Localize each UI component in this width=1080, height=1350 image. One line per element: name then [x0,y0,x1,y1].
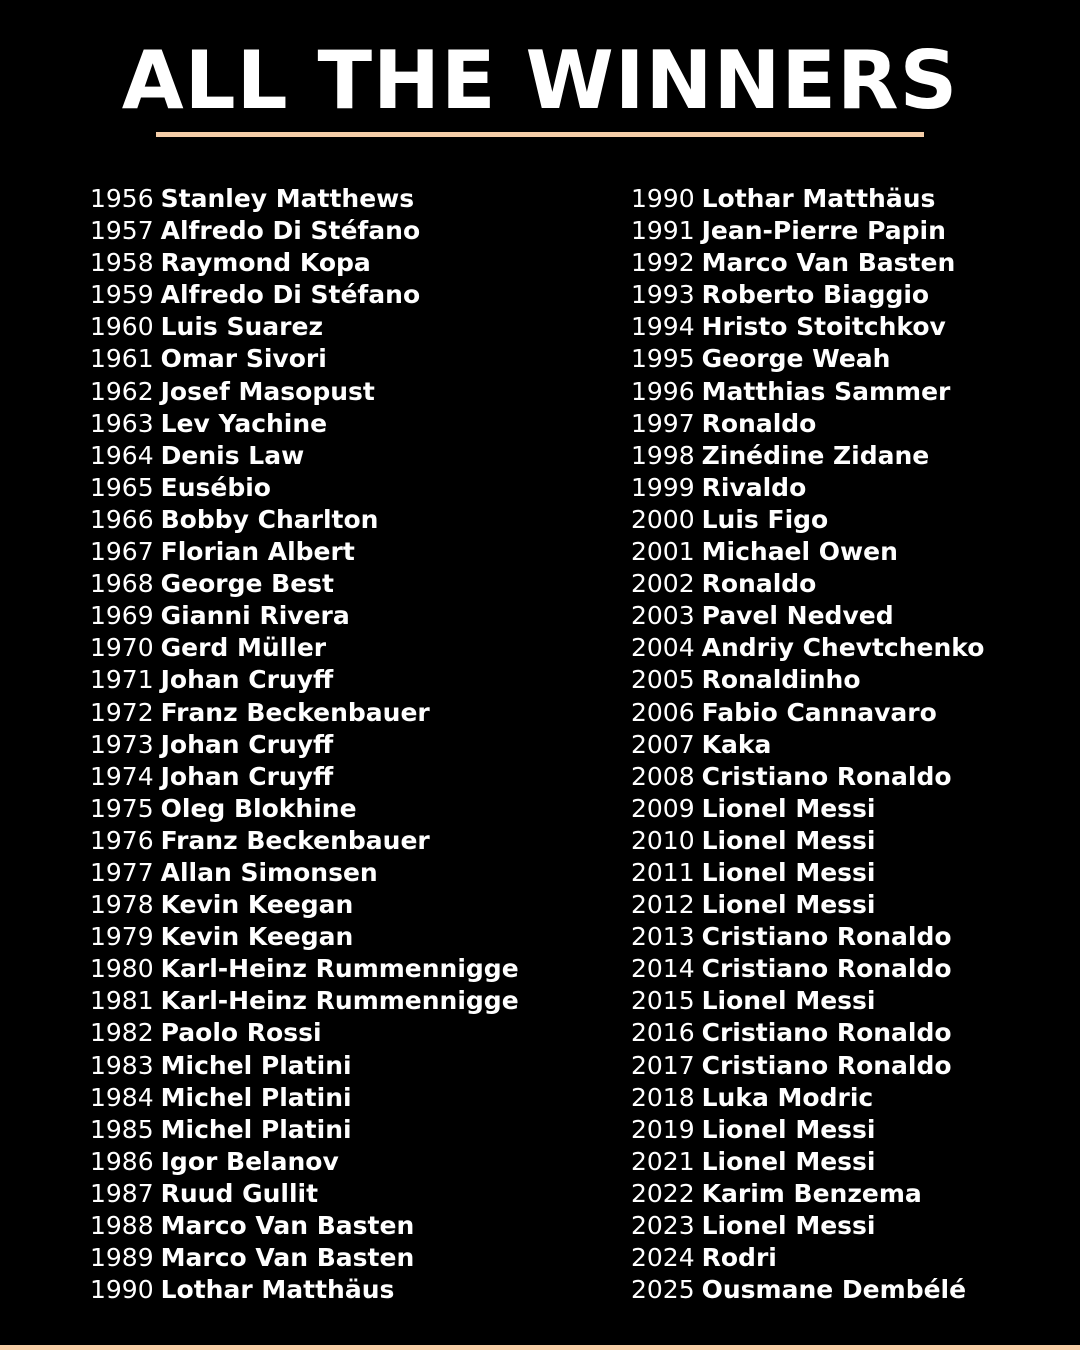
winner-row [631,568,1071,600]
winner-row [631,1242,1071,1274]
winner-year: 2025 [631,1275,695,1305]
winner-row [90,568,610,600]
winner-row [631,504,1071,536]
winner-name: Lionel Messi [701,793,876,823]
winner-year: 1994 [631,312,695,342]
winner-row [631,825,1071,857]
winner-name: Lionel Messi [701,1146,876,1176]
winner-year: 1985 [90,1114,154,1144]
winner-row [90,311,610,343]
winner-name: Marco Van Basten [160,1211,415,1240]
winner-name: Roberto Biaggio [701,280,930,310]
winner-name: Matthias Sammer [701,376,951,406]
winner-row [631,279,1071,311]
winner-year: 2019 [631,1114,695,1144]
winner-row [631,1178,1071,1210]
winner-row [90,953,610,985]
winner-year: 1999 [631,472,695,502]
winner-year: 1987 [90,1178,154,1208]
winner-name: Cristiano Ronaldo [701,954,952,984]
winner-name: Lionel Messi [701,1114,876,1144]
winner-year: 1991 [631,216,695,246]
winner-year: 2007 [631,729,695,759]
winner-name: Zinédine Zidane [701,440,930,470]
winner-row [90,1242,610,1274]
winner-year: 1990 [90,1275,154,1305]
winner-name: Luis Suarez [160,312,324,342]
winner-row [90,697,610,729]
winner-row [90,1210,610,1242]
winner-name: Kevin Keegan [160,890,354,920]
winner-row [90,1178,610,1210]
winner-year: 1963 [90,408,154,438]
winner-year: 1971 [90,665,154,695]
winner-name: Denis Law [160,440,305,470]
winner-year: 2014 [631,954,695,984]
winner-year: 1968 [90,569,154,599]
winner-name: Ronaldinho [701,665,861,695]
winner-year: 2002 [631,569,695,599]
winner-row [631,408,1071,440]
winner-year: 1959 [90,280,154,310]
winner-year: 1972 [90,697,154,727]
winner-row [90,215,610,247]
winner-name: Ronaldo [701,569,817,599]
winner-year: 2003 [631,601,695,631]
winner-name: Franz Beckenbauer [160,697,430,727]
winner-name: Lionel Messi [701,857,876,887]
winner-year: 1956 [90,184,154,213]
winner-year: 1965 [90,472,154,502]
winner-row [631,1146,1071,1178]
winner-name: Johan Cruyff [160,665,334,695]
winner-name: Rodri [701,1243,777,1273]
winner-year: 2008 [631,761,695,791]
winner-row [631,343,1071,375]
winner-year: 2021 [631,1146,695,1176]
winner-row [631,440,1071,472]
winner-row [631,247,1071,279]
page-title: ALL THE WINNERS [121,34,959,127]
winner-row [631,1274,1071,1306]
winner-year: 1996 [631,376,695,406]
winner-row [90,504,610,536]
winner-row [631,215,1071,247]
winner-row [631,376,1071,408]
winner-name: Josef Masopust [160,376,375,406]
winner-name: Allan Simonsen [160,857,378,887]
winner-name: Eusébio [160,472,271,502]
winner-year: 1961 [90,344,154,374]
winner-year: 1998 [631,440,695,470]
winner-year: 2015 [631,986,695,1016]
winner-row [90,1146,610,1178]
winner-row [90,376,610,408]
winner-year: 2017 [631,1050,695,1080]
winner-name: Franz Beckenbauer [160,825,430,855]
winner-row [631,857,1071,889]
winner-year: 1992 [631,248,695,278]
winner-year: 2012 [631,890,695,920]
winner-row [631,664,1071,696]
winner-year: 2023 [631,1211,695,1240]
winner-row [90,889,610,921]
winner-year: 1977 [90,857,154,887]
winner-name: Stanley Matthews [160,184,415,213]
winner-name: Lionel Messi [701,1211,876,1240]
winner-row [90,664,610,696]
winner-year: 1990 [631,184,695,213]
winner-year: 1969 [90,601,154,631]
winner-year: 2005 [631,665,695,695]
winner-year: 1974 [90,761,154,791]
winner-name: George Best [160,569,335,599]
winner-year: 2004 [631,633,695,663]
winner-name: Michel Platini [160,1114,352,1144]
winner-row [631,1114,1071,1146]
winner-name: Johan Cruyff [160,761,334,791]
winner-name: Lev Yachine [160,408,328,438]
winner-year: 2022 [631,1178,695,1208]
winners-list-right [631,183,1071,1306]
winner-name: Marco Van Basten [160,1243,415,1273]
winner-name: Hristo Stoitchkov [701,312,946,342]
winner-name: Fabio Cannavaro [701,697,937,727]
winner-name: Paolo Rossi [160,1018,322,1048]
winner-year: 1997 [631,408,695,438]
winner-name: Lionel Messi [701,825,876,855]
winner-name: Bobby Charlton [160,504,379,534]
winner-year: 1983 [90,1050,154,1080]
winner-name: Alfredo Di Stéfano [160,216,421,246]
winner-name: Igor Belanov [160,1146,339,1176]
winner-year: 2000 [631,504,695,534]
winner-year: 1984 [90,1082,154,1112]
winner-name: Lionel Messi [701,890,876,920]
winner-row [631,632,1071,664]
winner-row [631,472,1071,504]
winner-row [631,1017,1071,1049]
winner-year: 1986 [90,1146,154,1176]
winner-row [631,921,1071,953]
winner-row [90,632,610,664]
winner-name: Karl-Heinz Rummennigge [160,986,519,1016]
winner-year: 1966 [90,504,154,534]
winner-year: 2009 [631,793,695,823]
winner-row [90,1274,610,1306]
winner-row [631,600,1071,632]
winner-year: 1967 [90,537,154,567]
winner-year: 1995 [631,344,695,374]
winner-name: Cristiano Ronaldo [701,1050,952,1080]
winner-row [631,1050,1071,1082]
winner-year: 1979 [90,922,154,952]
winner-row [631,889,1071,921]
winner-year: 1982 [90,1018,154,1048]
winner-row [90,1114,610,1146]
winner-name: Rivaldo [701,472,807,502]
winner-year: 2006 [631,697,695,727]
winner-year: 1981 [90,986,154,1016]
winner-row [90,536,610,568]
winner-row [631,697,1071,729]
winner-year: 2011 [631,857,695,887]
winner-row [631,985,1071,1017]
winner-row [90,600,610,632]
title-underline [156,132,924,137]
winner-row [90,729,610,761]
winner-year: 2013 [631,922,695,952]
winner-year: 1970 [90,633,154,663]
winner-name: Gianni Rivera [160,601,350,631]
winner-row [631,183,1071,215]
winner-name: Lothar Matthäus [701,184,936,213]
winner-row [90,921,610,953]
winner-name: Karim Benzema [701,1178,922,1208]
winner-row [631,536,1071,568]
winner-name: Alfredo Di Stéfano [160,280,421,310]
winner-row [90,247,610,279]
winner-name: Andriy Chevtchenko [701,633,985,663]
winner-row [90,793,610,825]
winner-row [631,1210,1071,1242]
winner-name: Cristiano Ronaldo [701,922,952,952]
winner-year: 1958 [90,248,154,278]
winner-row [631,729,1071,761]
winner-row [90,408,610,440]
winner-year: 1993 [631,280,695,310]
winner-name: Florian Albert [160,537,355,567]
winner-name: Michel Platini [160,1050,352,1080]
winner-row [90,985,610,1017]
winner-name: Ruud Gullit [160,1178,319,1208]
winner-name: Gerd Müller [160,633,327,663]
winner-name: Marco Van Basten [701,248,956,278]
winner-row [631,1082,1071,1114]
winner-year: 1964 [90,440,154,470]
winner-year: 1976 [90,825,154,855]
winner-row [90,1082,610,1114]
winner-row [90,1050,610,1082]
winner-name: Omar Sivori [160,344,327,374]
winner-name: Ronaldo [701,408,817,438]
winner-name: Cristiano Ronaldo [701,1018,952,1048]
winner-name: Pavel Nedved [701,601,894,631]
winner-name: Lionel Messi [701,986,876,1016]
winner-row [631,311,1071,343]
winner-year: 1960 [90,312,154,342]
winner-name: Johan Cruyff [160,729,334,759]
winner-year: 1978 [90,890,154,920]
winner-row [631,793,1071,825]
winner-year: 2018 [631,1082,695,1112]
winner-name: Luis Figo [701,504,829,534]
winner-name: Kaka [701,729,772,759]
bottom-accent-bar [0,1345,1080,1350]
winner-row [90,183,610,215]
winner-row [90,857,610,889]
winner-row [90,472,610,504]
winner-year: 1988 [90,1211,154,1240]
winner-name: Kevin Keegan [160,922,354,952]
winner-row [90,279,610,311]
winner-name: Ousmane Dembélé [701,1275,967,1305]
winner-year: 2010 [631,825,695,855]
winner-row [90,440,610,472]
winner-name: Luka Modric [701,1082,874,1112]
winner-row [631,761,1071,793]
winner-name: Oleg Blokhine [160,793,357,823]
winner-row [90,825,610,857]
winner-row [90,761,610,793]
winner-row [631,953,1071,985]
winner-name: Raymond Kopa [160,248,371,278]
winner-year: 2016 [631,1018,695,1048]
winner-name: George Weah [701,344,891,374]
winner-name: Lothar Matthäus [160,1275,395,1305]
winner-year: 1989 [90,1243,154,1273]
winners-list-left [90,183,610,1306]
winner-year: 2024 [631,1243,695,1273]
winner-year: 1975 [90,793,154,823]
winner-row [90,1017,610,1049]
winner-row [90,343,610,375]
winner-name: Cristiano Ronaldo [701,761,952,791]
winner-name: Michael Owen [701,537,898,567]
winner-name: Michel Platini [160,1082,352,1112]
winner-name: Karl-Heinz Rummennigge [160,954,519,984]
winner-year: 1980 [90,954,154,984]
winner-name: Jean-Pierre Papin [701,216,946,246]
winner-year: 1957 [90,216,154,246]
winner-year: 1962 [90,376,154,406]
winner-year: 1973 [90,729,154,759]
winner-year: 2001 [631,537,695,567]
